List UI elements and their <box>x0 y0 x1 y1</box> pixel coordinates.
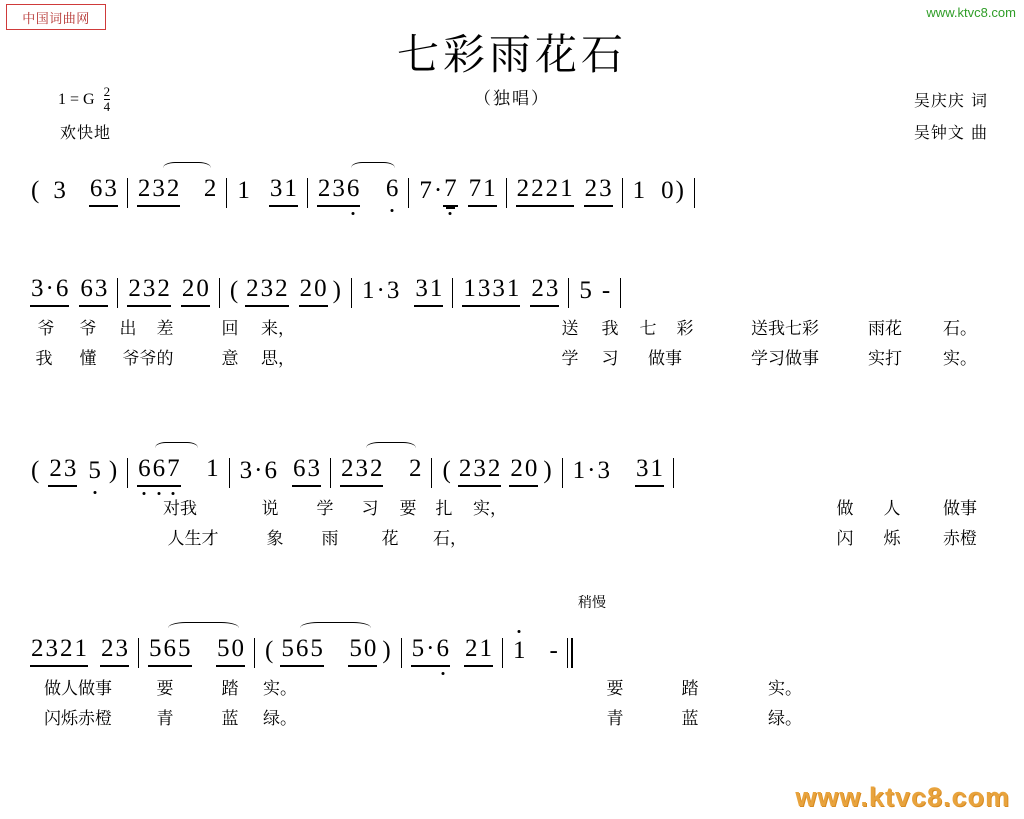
note: 1 <box>429 275 443 302</box>
lyric-word: 爷爷的 <box>122 349 174 369</box>
beamed-group <box>280 635 324 667</box>
lyric-word: 人生才 <box>167 529 219 549</box>
note-low-octave: 6 <box>436 635 449 662</box>
note: 3 <box>635 455 649 482</box>
note: 2 <box>60 635 73 662</box>
lyric-row-4-2 <box>30 704 994 734</box>
note-low-octave: 7 <box>444 175 457 202</box>
lyric-word: 做事 <box>943 499 977 519</box>
lyric-word: 人 <box>883 499 901 519</box>
note: 2 <box>317 175 331 202</box>
note: 3 <box>53 177 66 204</box>
note: 3 <box>94 275 108 302</box>
lyric-word: 实。 <box>768 679 802 699</box>
beamed-group <box>509 455 538 487</box>
note: 3 <box>599 175 612 202</box>
note-low-octave: 7 <box>167 455 180 482</box>
note-extender: - <box>601 277 611 304</box>
note: 6 <box>80 275 93 302</box>
note: 1 <box>284 175 297 202</box>
lyric-word: 爷 <box>79 319 97 339</box>
notation-row-3 <box>30 448 994 494</box>
lyric-word: 思， <box>261 349 295 369</box>
lyric-word: 实打 <box>868 349 902 369</box>
lyric-word: 石， <box>433 529 467 549</box>
lyric-word: 出 <box>119 319 137 339</box>
barline <box>620 278 621 308</box>
note: 3 <box>355 455 368 482</box>
lyric-word: 做事 <box>648 349 682 369</box>
site-url-top: www.ktvc8.com <box>926 5 1016 20</box>
beamed-group <box>414 275 443 307</box>
rest: 0 <box>363 635 377 662</box>
note: 2 <box>137 175 151 202</box>
lyric-word: 绿。 <box>263 709 297 729</box>
barline <box>452 278 453 308</box>
note: 2 <box>510 455 523 482</box>
lyric-word: 来， <box>261 319 295 339</box>
lyric-word: 差 <box>156 319 174 339</box>
note: 5 <box>411 635 425 662</box>
note: 3 <box>473 455 486 482</box>
paren-open: ( <box>442 457 451 484</box>
beamed-group <box>530 275 559 307</box>
beamed-group <box>348 635 377 667</box>
barline <box>307 178 308 208</box>
lyric-word: 意 <box>221 349 239 369</box>
barline <box>226 178 227 208</box>
note: 5 <box>149 635 162 662</box>
lyric-row-2-2 <box>30 344 994 374</box>
note: 3 <box>31 275 44 302</box>
lyric-word: 绿。 <box>768 709 802 729</box>
note: 2 <box>299 275 313 302</box>
lyric-word: 习 <box>361 499 379 519</box>
barline <box>229 458 230 488</box>
final-barline <box>567 638 573 668</box>
beamed-group <box>584 175 613 207</box>
barline <box>568 278 569 308</box>
paren-open: ( <box>265 637 274 664</box>
tie-group <box>137 175 218 207</box>
rest: 0 <box>524 455 538 482</box>
dotted-rhythm-dot: · <box>426 635 435 662</box>
barline <box>502 638 503 668</box>
barline <box>138 638 139 668</box>
note: 2 <box>531 175 544 202</box>
note-low-octave: 6 <box>385 175 399 202</box>
notation-row-4 <box>30 628 994 674</box>
barline <box>694 178 695 208</box>
paren-close: ) <box>543 457 552 484</box>
note: 7 <box>419 177 432 204</box>
note: 3 <box>492 275 505 302</box>
paren-close: ) <box>675 177 684 204</box>
note: 1 <box>572 457 586 484</box>
tie-group <box>280 635 377 667</box>
dotted-rhythm-dot: · <box>254 457 263 484</box>
music-system-1 <box>0 168 1024 214</box>
note: 3 <box>104 175 117 202</box>
paren-close: ) <box>332 277 341 304</box>
rest: 0 <box>661 177 674 204</box>
lyric-word: 赤橙 <box>943 529 977 549</box>
lyric-word: 实， <box>473 499 507 519</box>
site-url-watermark: www.ktvc8.com <box>795 782 1010 812</box>
music-system-4 <box>0 595 1024 734</box>
barline <box>351 278 352 308</box>
note: 3 <box>415 275 428 302</box>
note: 1 <box>361 277 375 304</box>
lyric-word: 对我 <box>163 499 197 519</box>
tie-icon <box>300 622 371 634</box>
lyric-word: 送我七彩 <box>751 319 819 339</box>
note: 6 <box>264 457 277 484</box>
beamed-group <box>516 175 574 207</box>
site-logo-label: 中国词曲网 <box>22 11 90 27</box>
lyric-word: 象 <box>266 529 284 549</box>
barline <box>219 278 220 308</box>
note-extender: - <box>549 637 558 664</box>
page-title: 七彩雨花石 <box>396 30 627 79</box>
time-signature-denominator: 4 <box>103 98 111 114</box>
beamed-group <box>340 455 384 487</box>
note: 2 <box>157 275 170 302</box>
note: 2 <box>545 175 559 202</box>
note: 1 <box>483 175 496 202</box>
barline <box>127 458 128 488</box>
barline <box>673 458 674 488</box>
note: 5 <box>349 635 362 662</box>
note: 5 <box>281 635 294 662</box>
note: 3 <box>477 275 491 302</box>
paren-open: ( <box>229 277 239 304</box>
beamed-group <box>181 275 210 307</box>
paren-close: ) <box>108 457 118 484</box>
beamed-group <box>137 455 181 487</box>
note: 2 <box>246 275 259 302</box>
tie-group <box>137 455 220 487</box>
credit-composer: 吴钟文 曲 <box>913 123 988 142</box>
music-system-3 <box>0 448 1024 554</box>
lyric-word: 要 <box>399 499 417 519</box>
note: 6 <box>163 635 176 662</box>
lyric-word: 蓝 <box>681 709 699 729</box>
barline <box>408 178 409 208</box>
note: 6 <box>89 175 103 202</box>
lyric-word: 学习做事 <box>751 349 819 369</box>
dotted-rhythm-dot: · <box>433 177 443 204</box>
credit-lyricist: 吴庆庆 词 <box>913 91 988 110</box>
lyric-word: 要 <box>156 679 174 699</box>
note: 2 <box>531 275 544 302</box>
lyric-word: 说 <box>261 499 279 519</box>
rest: 0 <box>231 635 244 662</box>
note: 3 <box>269 175 283 202</box>
tie-icon <box>155 442 198 454</box>
note: 2 <box>584 175 598 202</box>
lyric-word: 踏 <box>681 679 699 699</box>
note: 5 <box>579 277 592 304</box>
lyric-word: 回 <box>221 319 239 339</box>
lyric-word: 石。 <box>943 319 977 339</box>
dotted-rhythm-dot: · <box>376 277 385 304</box>
lyric-word: 实。 <box>943 349 977 369</box>
lyric-word: 七 <box>639 319 657 339</box>
dotted-rhythm-dot: · <box>45 275 54 302</box>
music-system-2 <box>0 268 1024 374</box>
lyric-word: 青 <box>156 709 174 729</box>
note: 2 <box>203 175 217 202</box>
note: 3 <box>260 275 274 302</box>
barline <box>401 638 402 668</box>
note: 6 <box>295 635 309 662</box>
note: 3 <box>597 457 610 484</box>
beamed-group <box>89 175 118 207</box>
beamed-group <box>317 175 361 207</box>
barline <box>117 278 118 308</box>
paren-open: ( <box>31 457 40 484</box>
note: 6 <box>55 275 69 302</box>
note: 2 <box>516 175 530 202</box>
time-signature <box>104 85 111 113</box>
note: 2 <box>128 275 141 302</box>
note: 2 <box>166 175 180 202</box>
note: 2 <box>275 275 288 302</box>
note: 1 <box>237 177 250 204</box>
barline <box>506 178 507 208</box>
dotted-rhythm-dot: · <box>587 457 596 484</box>
rest: 0 <box>196 275 209 302</box>
note-low-octave: 5 <box>88 457 101 484</box>
tie-group <box>317 175 400 207</box>
lyric-word: 青 <box>606 709 624 729</box>
lyric-word: 学 <box>316 499 334 519</box>
note: 1 <box>506 275 520 302</box>
note: 2 <box>101 635 114 662</box>
lyric-word: 实。 <box>263 679 297 699</box>
beamed-group-double <box>443 175 458 207</box>
barline <box>127 178 128 208</box>
lyric-word: 习 <box>601 349 619 369</box>
note: 2 <box>181 275 195 302</box>
notation-row-1 <box>30 168 994 214</box>
lyric-word: 爷 <box>37 319 55 339</box>
tie-icon <box>351 162 396 174</box>
note: 1 <box>650 455 663 482</box>
beamed-group <box>292 455 321 487</box>
note: 2 <box>31 635 44 662</box>
note-high-octave: 1 <box>512 637 526 664</box>
beamed-group <box>48 455 77 487</box>
beamed-group <box>464 635 493 667</box>
note: 5 <box>217 635 230 662</box>
note: 1 <box>74 635 87 662</box>
paren-close: ) <box>382 637 391 664</box>
tempo-marking-inline: 稍慢 <box>578 595 606 611</box>
note: 2 <box>369 455 383 482</box>
note: 1 <box>463 275 476 302</box>
beamed-group <box>635 455 664 487</box>
note-low-octave: 6 <box>346 175 360 202</box>
tie-group <box>148 635 245 667</box>
note: 3 <box>545 275 559 302</box>
lyric-word: 学 <box>561 349 579 369</box>
beamed-group <box>148 635 192 667</box>
lyric-row-4-1 <box>30 674 994 704</box>
note-low-octave: 6 <box>138 455 151 482</box>
beamed-group <box>462 275 520 307</box>
time-signature-numerator: 2 <box>103 84 111 99</box>
note: 3 <box>152 175 165 202</box>
rest: 0 <box>314 275 327 302</box>
lyric-row-2-1 <box>30 314 994 344</box>
beamed-group <box>30 275 69 307</box>
beamed-group <box>216 635 245 667</box>
lyric-word: 雨花 <box>868 319 902 339</box>
note: 1 <box>206 455 219 482</box>
note: 2 <box>49 455 62 482</box>
beamed-group <box>245 275 289 307</box>
note: 6 <box>292 455 306 482</box>
lyric-word: 花 <box>381 529 399 549</box>
tie-group <box>340 455 423 487</box>
barline <box>254 638 255 668</box>
lyric-word: 闪 <box>836 529 854 549</box>
note: 5 <box>310 635 323 662</box>
key-signature-label: 1 = G <box>58 90 95 108</box>
lyric-word: 要 <box>606 679 624 699</box>
notation-row-2 <box>30 268 994 314</box>
note: 2 <box>408 455 422 482</box>
tempo-marking: 欢快地 <box>60 123 112 142</box>
beamed-group <box>100 635 129 667</box>
tie-icon <box>163 162 212 174</box>
tie-icon <box>366 442 417 454</box>
lyric-word: 我 <box>601 319 619 339</box>
lyric-word: 踏 <box>221 679 239 699</box>
lyric-word: 我 <box>35 349 53 369</box>
lyric-word: 蓝 <box>221 709 239 729</box>
lyric-word: 做 <box>836 499 854 519</box>
note: 3 <box>239 457 253 484</box>
beamed-group <box>458 455 502 487</box>
note: 2 <box>487 455 501 482</box>
lyric-word: 闪烁赤橙 <box>44 709 112 729</box>
note: 2 <box>458 455 472 482</box>
note: 7 <box>468 175 482 202</box>
lyric-row-3-1 <box>30 494 994 524</box>
note: 2 <box>340 455 354 482</box>
lyric-word: 送 <box>561 319 579 339</box>
barline <box>330 458 331 488</box>
note: 3 <box>45 635 58 662</box>
key-signature <box>58 86 110 114</box>
song-subtitle: （独唱） <box>474 89 550 109</box>
note: 1 <box>632 177 646 204</box>
lyric-word: 做人做事 <box>44 679 112 699</box>
barline <box>431 458 432 488</box>
beamed-group <box>79 275 108 307</box>
lyric-word: 扎 <box>435 499 453 519</box>
beamed-group <box>30 635 88 667</box>
note: 3 <box>142 275 156 302</box>
note: 1 <box>479 635 492 662</box>
lyric-word: 懂 <box>79 349 97 369</box>
lyric-word: 雨 <box>321 529 339 549</box>
paren-open: ( <box>31 177 40 204</box>
barline <box>622 178 623 208</box>
beamed-group <box>299 275 328 307</box>
beamed-group <box>127 275 171 307</box>
note: 5 <box>178 635 191 662</box>
note: 3 <box>332 175 345 202</box>
note: 1 <box>560 175 573 202</box>
lyric-word: 彩 <box>676 319 694 339</box>
barline <box>562 458 563 488</box>
lyric-row-3-2 <box>30 524 994 554</box>
lyric-word: 烁 <box>883 529 901 549</box>
beamed-group <box>269 175 298 207</box>
note: 3 <box>63 455 77 482</box>
tie-icon <box>168 622 239 634</box>
note: 2 <box>464 635 478 662</box>
note: 3 <box>115 635 128 662</box>
beamed-group <box>468 175 497 207</box>
note: 3 <box>386 277 400 304</box>
beamed-group <box>137 175 181 207</box>
note: 3 <box>307 455 320 482</box>
note-low-octave: 6 <box>152 455 166 482</box>
beamed-group <box>411 635 450 667</box>
